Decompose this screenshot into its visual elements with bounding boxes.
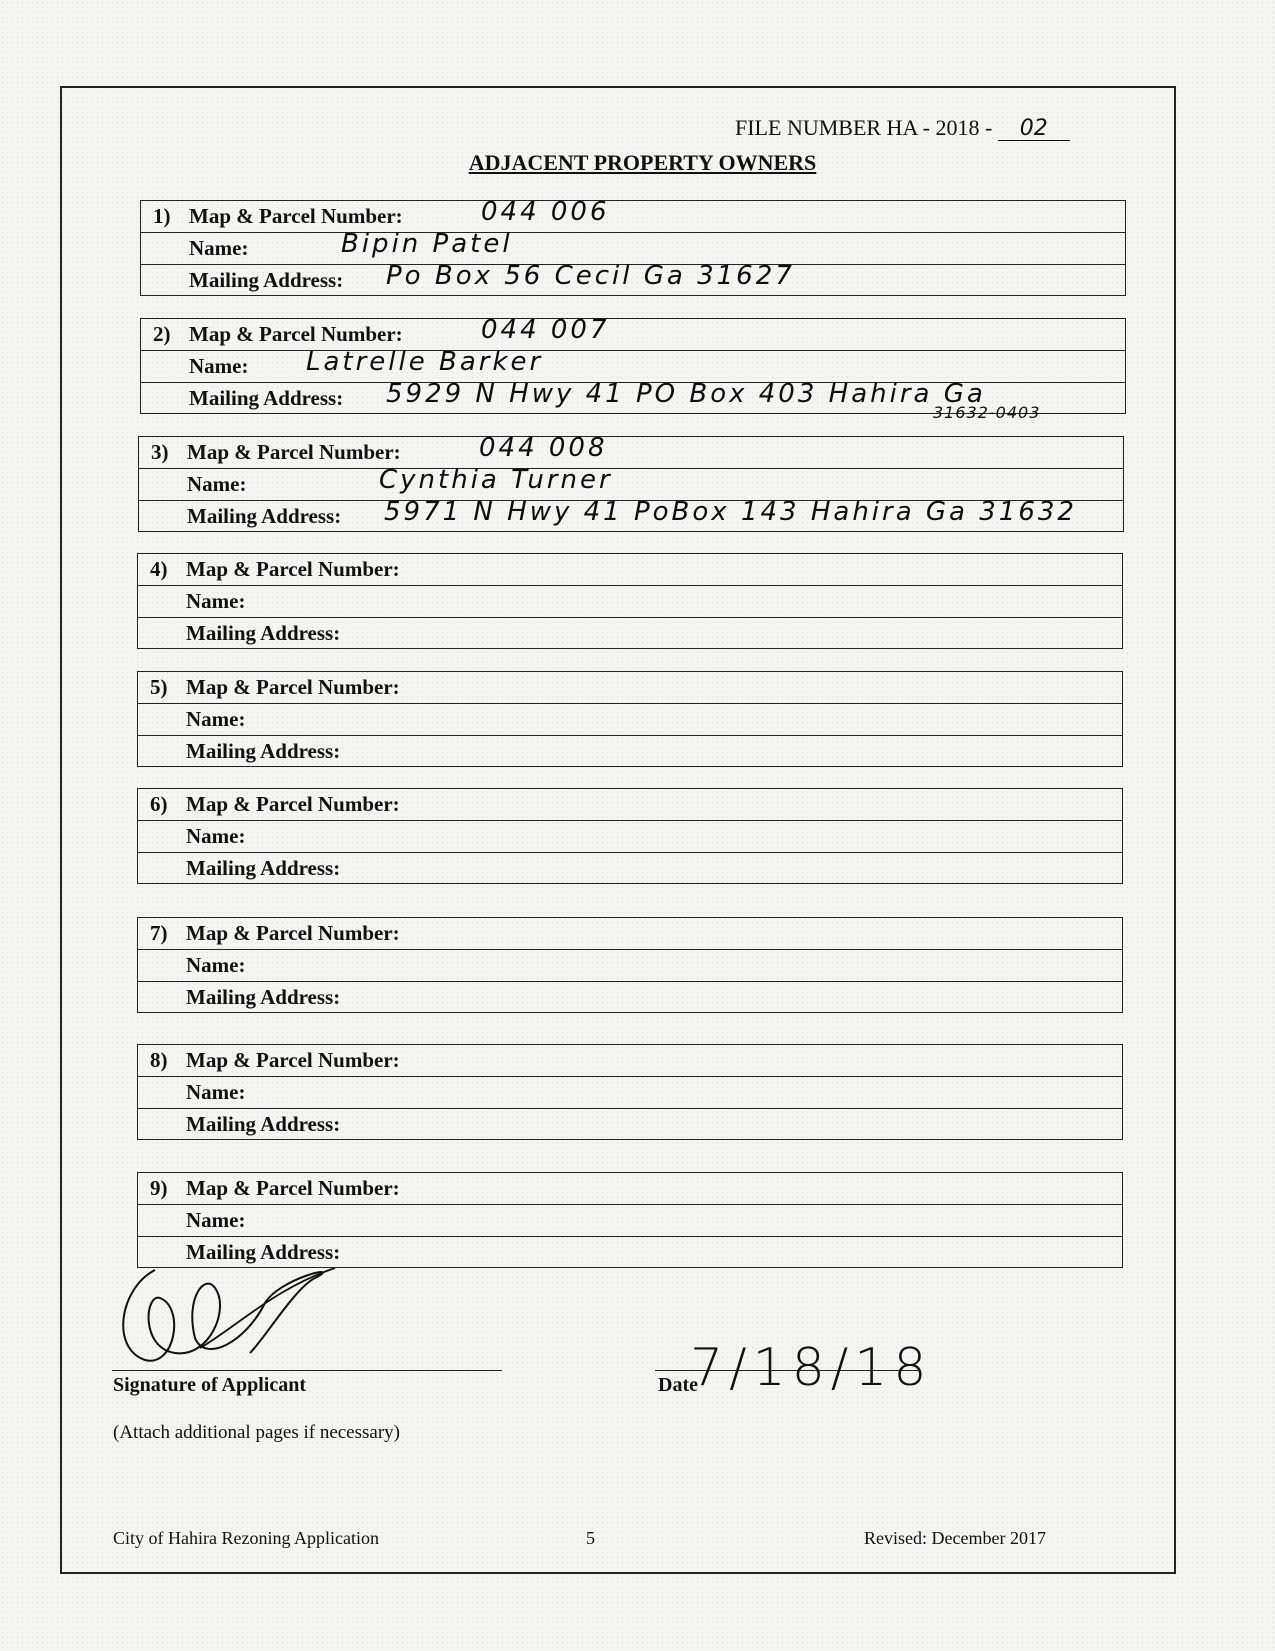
name-row [138,821,1122,853]
name-label: Name: [189,236,249,260]
parcel-label: Map & Parcel Number: [186,792,400,816]
address-row [141,379,1125,422]
owner-name-field[interactable]: Latrelle Barker [306,347,544,377]
parcel-row [138,1173,1122,1205]
address-label: Mailing Address: [186,1240,341,1264]
date-label: Date [658,1374,698,1396]
parcel-number-field[interactable]: 044 006 [481,197,610,227]
file-number [735,115,1070,141]
owner-name-field[interactable]: Bipin Patel [341,229,513,259]
owner-number: 3) [151,440,169,464]
address-label: Mailing Address: [189,386,344,410]
address-label: Mailing Address: [186,856,341,880]
footer-page-number: 5 [586,1528,595,1548]
owner-number: 5) [150,675,168,699]
address-label: Mailing Address: [186,985,341,1009]
address-row [138,982,1122,1014]
parcel-row [138,789,1122,821]
address-row [138,1109,1122,1141]
signature-label: Signature of Applicant [113,1374,306,1396]
owner-number: 8) [150,1048,168,1072]
parcel-label: Map & Parcel Number: [186,675,400,699]
owner-name-field[interactable]: Cynthia Turner [379,465,613,495]
name-label: Name: [186,1080,246,1104]
parcel-label: Map & Parcel Number: [186,921,400,945]
name-label: Name: [186,589,246,613]
owner-block [140,197,1126,296]
address-label: Mailing Address: [189,268,344,292]
address-label: Mailing Address: [186,739,341,763]
mailing-address-field[interactable]: Po Box 56 Cecil Ga 31627 [386,261,795,291]
owner-number: 9) [150,1176,168,1200]
name-label: Name: [189,354,249,378]
name-label: Name: [186,707,246,731]
applicant-signature [115,1268,355,1368]
footer-left: City of Hahira Rezoning Application [113,1528,379,1548]
name-label: Name: [186,953,246,977]
address-row [138,618,1122,650]
owner-block [137,553,1123,649]
footer-right: Revised: December 2017 [864,1528,1046,1548]
document-title: ADJACENT PROPERTY OWNERS [468,150,817,175]
attach-note: (Attach additional pages if necessary) [113,1422,400,1443]
parcel-label: Map & Parcel Number: [186,557,400,581]
mailing-address-field[interactable]: 5929 N Hwy 41 PO Box 403 Hahira Ga [386,379,986,409]
name-row [138,586,1122,618]
address-row [141,261,1125,297]
name-label: Name: [186,824,246,848]
owner-block [137,788,1123,884]
file-number-value[interactable]: 02 [998,118,1070,141]
parcel-label: Map & Parcel Number: [186,1048,400,1072]
parcel-row [138,1045,1122,1077]
address-row [138,853,1122,885]
owner-block [138,433,1124,532]
mailing-address-extra[interactable]: 31632-0403 [933,403,1041,422]
owner-number: 6) [150,792,168,816]
address-label: Mailing Address: [186,621,341,645]
parcel-label: Map & Parcel Number: [189,322,403,346]
owner-number: 1) [153,204,171,228]
parcel-row [138,672,1122,704]
parcel-row [138,918,1122,950]
parcel-number-field[interactable]: 044 008 [479,433,608,463]
owner-block [140,315,1126,422]
owner-number: 7) [150,921,168,945]
parcel-label: Map & Parcel Number: [189,204,403,228]
mailing-address-field[interactable]: 5971 N Hwy 41 PoBox 143 Hahira Ga 31632 [384,497,1077,527]
parcel-row [138,554,1122,586]
name-label: Name: [186,1208,246,1232]
name-label: Name: [187,472,247,496]
parcel-label: Map & Parcel Number: [186,1176,400,1200]
file-number-label: FILE NUMBER HA - 2018 - [735,115,993,140]
address-row [138,736,1122,768]
parcel-row [141,197,1125,233]
owner-number: 4) [150,557,168,581]
date-value[interactable]: 7/18/18 [690,1338,933,1398]
owner-block [137,1044,1123,1140]
address-row [139,497,1123,533]
parcel-label: Map & Parcel Number: [187,440,401,464]
parcel-row [141,315,1125,351]
address-label: Mailing Address: [187,504,342,528]
owner-block [137,1172,1123,1268]
name-row [138,1077,1122,1109]
parcel-number-field[interactable]: 044 007 [481,315,610,345]
name-row [138,704,1122,736]
name-row [138,950,1122,982]
name-row [138,1205,1122,1237]
owner-block [137,671,1123,767]
owner-number: 2) [153,322,171,346]
address-label: Mailing Address: [186,1112,341,1136]
date-line [655,1370,920,1371]
address-row [138,1237,1122,1269]
owner-block [137,917,1123,1013]
parcel-row [139,433,1123,469]
signature-line [112,1370,502,1371]
